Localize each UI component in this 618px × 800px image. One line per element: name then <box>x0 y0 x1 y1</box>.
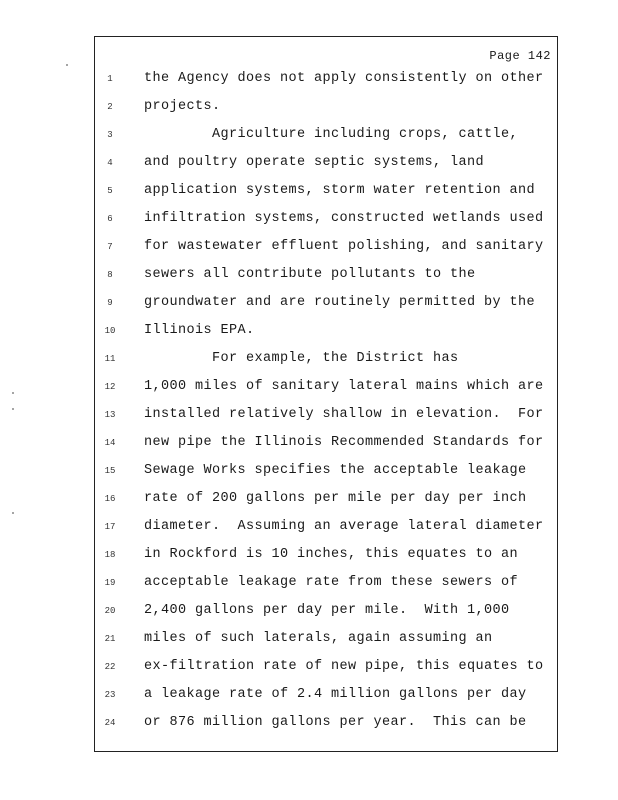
transcript-line <box>95 351 557 371</box>
line-text: For example, the District has <box>144 351 459 366</box>
transcript-line <box>95 71 557 91</box>
line-number: 18 <box>104 550 116 560</box>
line-number: 13 <box>104 410 116 420</box>
page-number: Page 142 <box>489 49 551 63</box>
line-text: projects. <box>144 99 221 114</box>
line-number: 22 <box>104 662 116 672</box>
line-text: installed relatively shallow in elevation. For <box>144 407 544 422</box>
line-number: 21 <box>104 634 116 644</box>
line-text: in Rockford is 10 inches, this equates to an <box>144 547 519 562</box>
transcript-line <box>95 407 557 427</box>
line-number: 5 <box>107 186 113 196</box>
line-text: 2,400 gallons per day per mile. With 1,000 <box>144 603 510 618</box>
line-number: 17 <box>104 522 116 532</box>
transcript-line <box>95 491 557 511</box>
transcript-line <box>95 211 557 231</box>
line-number: 8 <box>107 270 113 280</box>
transcript-line <box>95 295 557 315</box>
line-number: 23 <box>104 690 116 700</box>
line-number: 20 <box>104 606 116 616</box>
scan-speck <box>12 408 14 410</box>
line-text: 1,000 miles of sanitary lateral mains which are <box>144 379 544 394</box>
transcript-line <box>95 183 557 203</box>
line-number: 14 <box>104 438 116 448</box>
transcript-line <box>95 687 557 707</box>
transcript-line <box>95 379 557 399</box>
line-text: or 876 million gallons per year. This can be <box>144 715 527 730</box>
line-number: 15 <box>104 466 116 476</box>
transcript-line <box>95 99 557 119</box>
line-number: 24 <box>104 718 116 728</box>
line-text: sewers all contribute pollutants to the <box>144 267 476 282</box>
line-text: application systems, storm water retention and <box>144 183 536 198</box>
line-text: for wastewater effluent polishing, and sanitary <box>144 239 544 254</box>
transcript-page <box>94 36 558 752</box>
transcript-line <box>95 267 557 287</box>
line-number: 11 <box>104 354 116 364</box>
line-text: new pipe the Illinois Recommended Standards for <box>144 435 544 450</box>
line-text: diameter. Assuming an average lateral diameter <box>144 519 544 534</box>
line-text: ex-filtration rate of new pipe, this equates to <box>144 659 544 674</box>
line-text: Sewage Works specifies the acceptable leakage <box>144 463 527 478</box>
transcript-line <box>95 435 557 455</box>
line-number: 10 <box>104 326 116 336</box>
scan-speck <box>12 512 14 514</box>
line-text: groundwater and are routinely permitted by the <box>144 295 536 310</box>
transcript-line <box>95 547 557 567</box>
line-text: Agriculture including crops, cattle, <box>144 127 519 142</box>
line-number: 2 <box>107 102 113 112</box>
transcript-line <box>95 631 557 651</box>
transcript-line <box>95 659 557 679</box>
line-number: 9 <box>107 298 113 308</box>
line-text: Illinois EPA. <box>144 323 255 338</box>
transcript-line <box>95 127 557 147</box>
line-text: the Agency does not apply consistently on other <box>144 71 544 86</box>
transcript-line <box>95 155 557 175</box>
transcript-line <box>95 715 557 735</box>
line-number: 3 <box>107 130 113 140</box>
line-text: a leakage rate of 2.4 million gallons per day <box>144 687 527 702</box>
transcript-line <box>95 603 557 623</box>
transcript-line <box>95 463 557 483</box>
line-number: 4 <box>107 158 113 168</box>
line-text: infiltration systems, constructed wetlands used <box>144 211 544 226</box>
transcript-line <box>95 519 557 539</box>
line-text: and poultry operate septic systems, land <box>144 155 485 170</box>
line-text: rate of 200 gallons per mile per day per inch <box>144 491 527 506</box>
transcript-line <box>95 239 557 259</box>
line-number: 1 <box>107 74 113 84</box>
transcript-line <box>95 323 557 343</box>
line-number: 7 <box>107 242 113 252</box>
line-number: 12 <box>104 382 116 392</box>
line-number: 6 <box>107 214 113 224</box>
scan-speck <box>12 392 14 394</box>
scan-speck <box>66 64 68 66</box>
line-text: acceptable leakage rate from these sewers of <box>144 575 519 590</box>
line-text: miles of such laterals, again assuming an <box>144 631 493 646</box>
line-number: 19 <box>104 578 116 588</box>
transcript-line <box>95 575 557 595</box>
line-number: 16 <box>104 494 116 504</box>
